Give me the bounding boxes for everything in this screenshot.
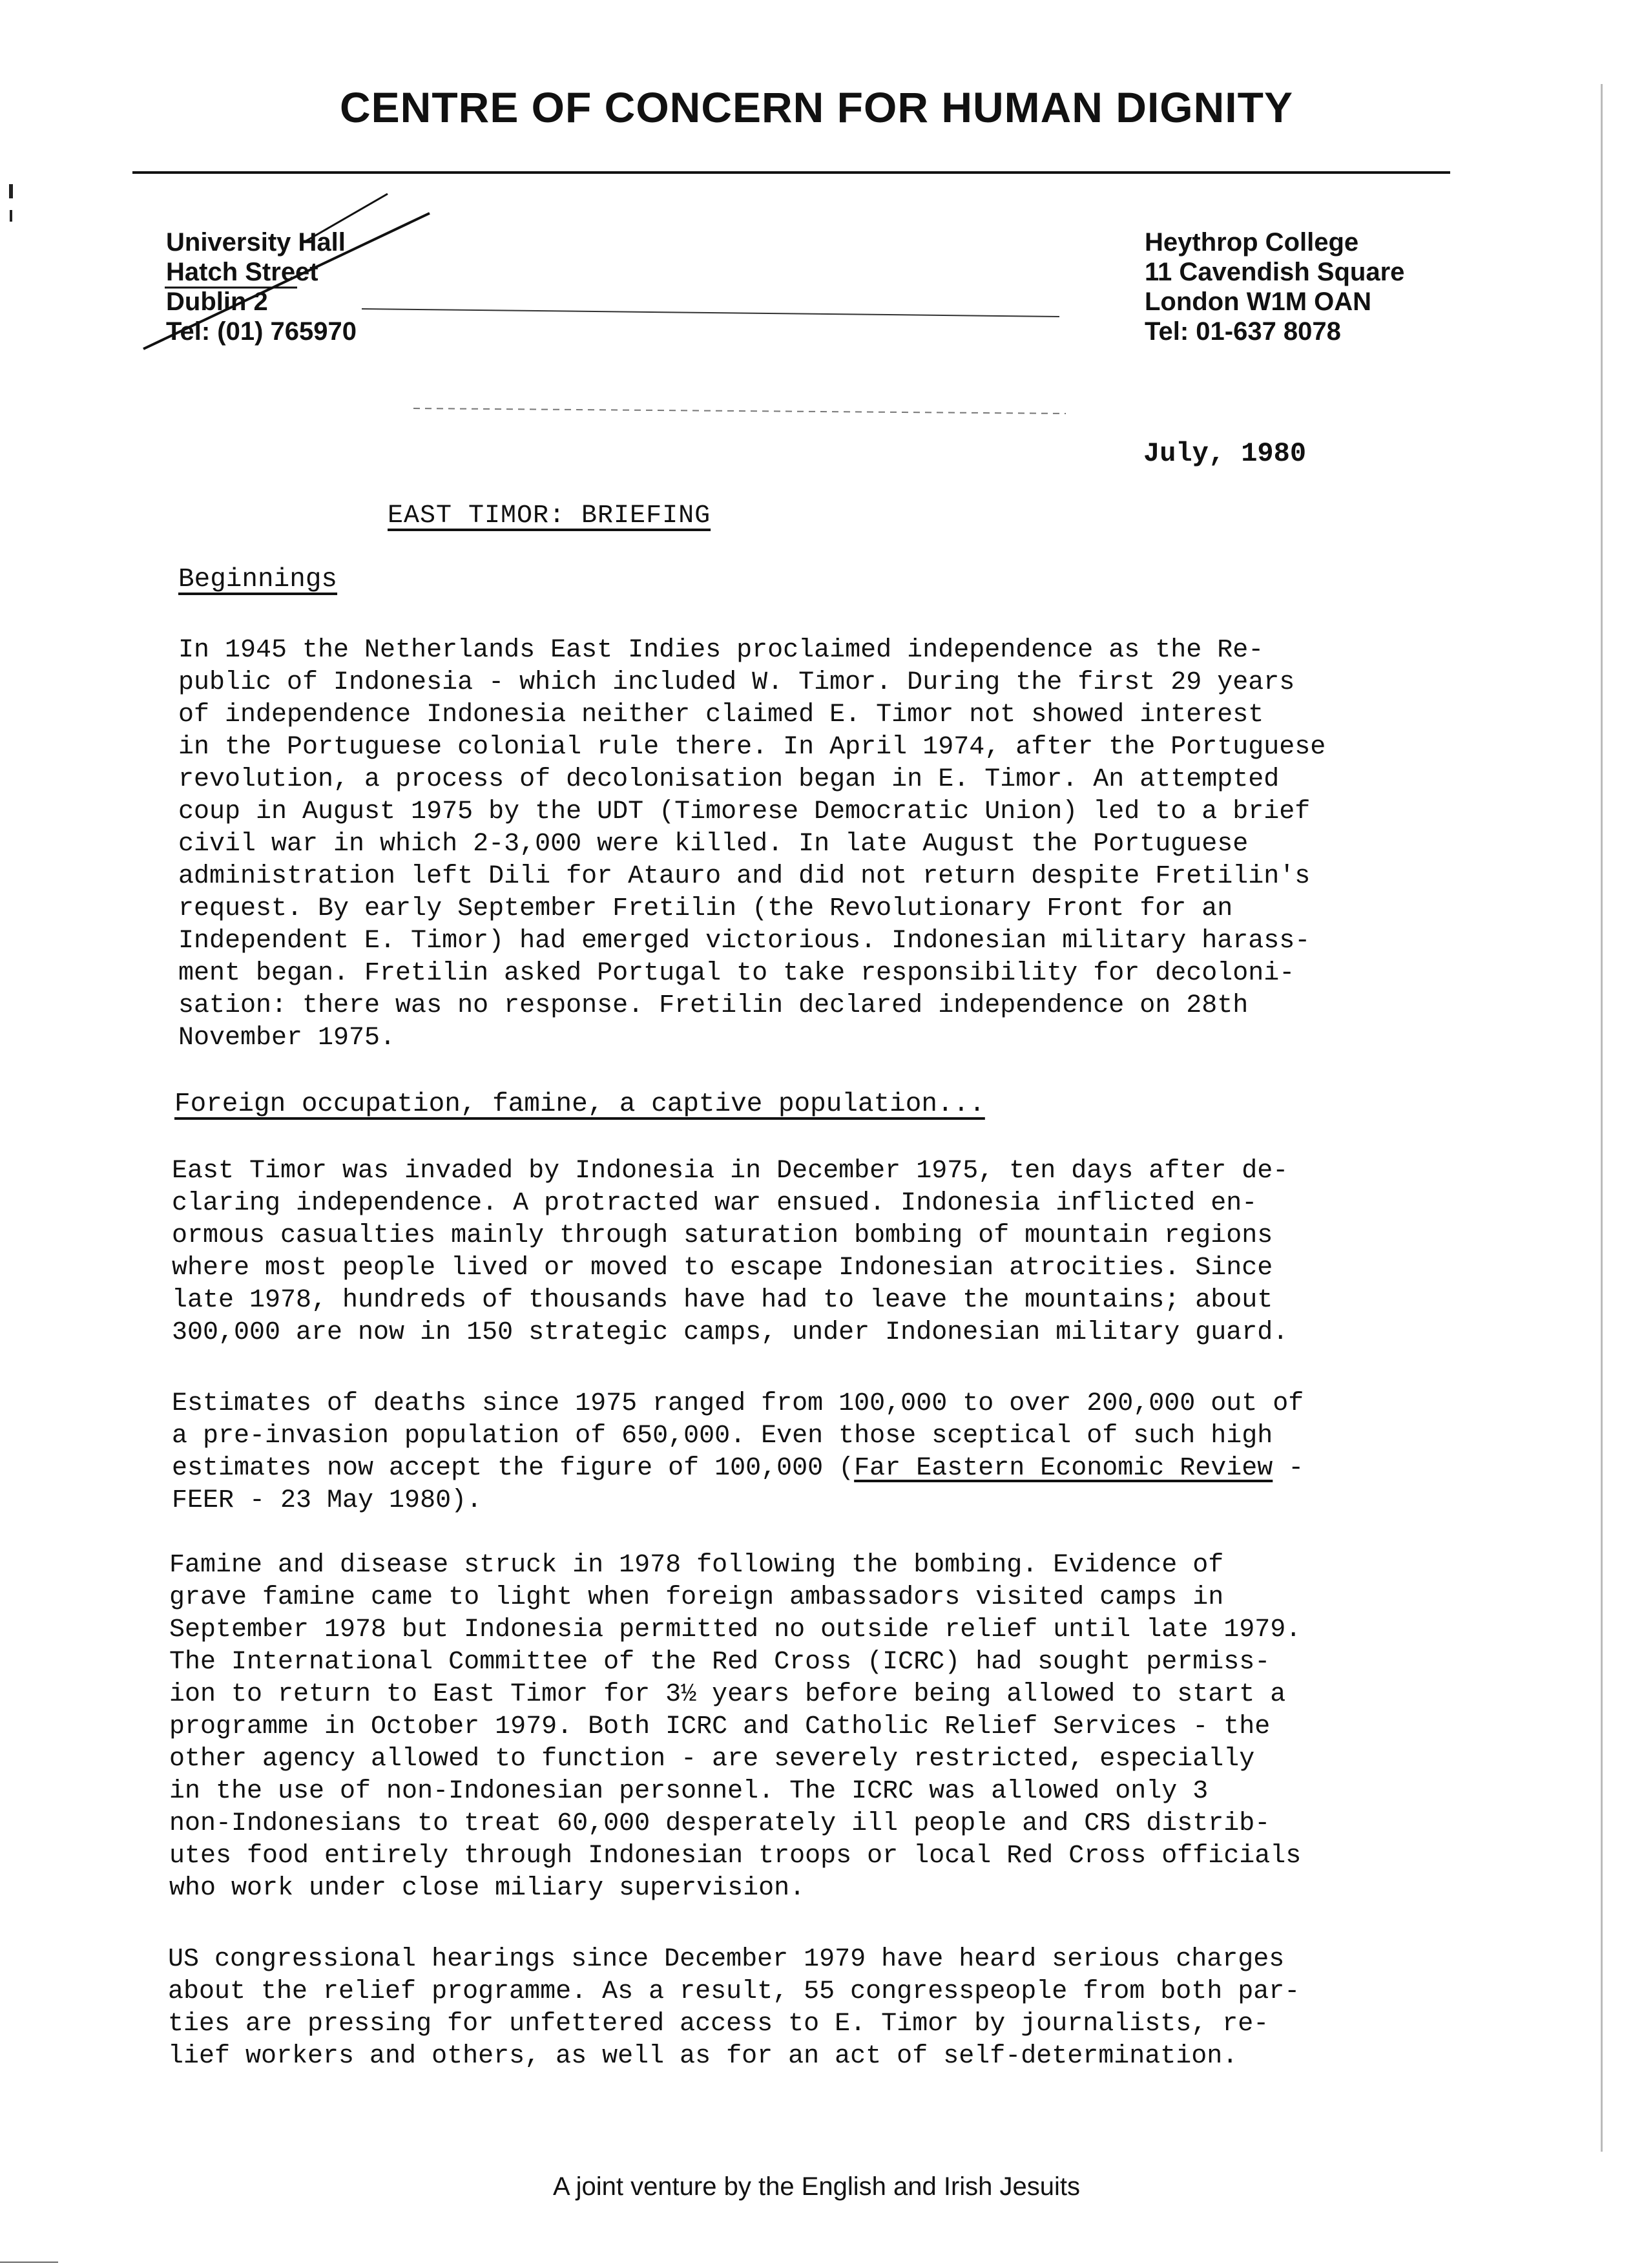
address-london-line-4: Tel: 01-637 8078 xyxy=(1145,317,1341,346)
address-dublin-line-1: University Hall xyxy=(166,228,346,257)
address-strikethrough-marks xyxy=(0,0,1633,452)
address-london-block xyxy=(1145,227,1404,346)
source-citation: Far Eastern Economic Review xyxy=(854,1454,1273,1483)
paragraph-death-estimates xyxy=(172,1388,1304,1517)
address-dublin-line-3: Dublin 2 xyxy=(166,288,268,316)
scan-edge-line xyxy=(0,2262,58,2263)
paragraph-congressional-hearings: US congressional hearings since December 1979 have heard serious charges about the relief programme. As a result, 55 congresspeople from both par- ties are pressing for unfettered access to E. Timor by journalists, re- lief workers and others, as well as for an act of self-determination. xyxy=(168,1945,1300,2071)
address-london-line-1: Heythrop College xyxy=(1145,228,1359,257)
margin-mark xyxy=(9,184,13,198)
margin-mark xyxy=(10,210,12,222)
address-dublin-line-2: Hatch Street xyxy=(166,258,318,286)
organization-title: CENTRE OF CONCERN FOR HUMAN DIGNITY xyxy=(340,83,1293,131)
estimates-tail-text: - FEER - 23 May 1980). xyxy=(172,1454,1304,1515)
document-title: EAST TIMOR: BRIEFING xyxy=(388,501,711,530)
paragraph-invasion: East Timor was invaded by Indonesia in December 1975, ten days after de- claring independence. A protracted war ensued. Indonesia inflicted en- ormous casualties mainly through saturation bombing of mountain regions where most people lived or moved to escape Indonesian atrocities. Since late 1978, hundreds of thousands have had to leave the mountains; about 300,000 are now in 150 strategic camps, under Indonesian military guard. xyxy=(172,1157,1289,1347)
address-dublin-line-4: Tel: (01) 765970 xyxy=(166,317,357,346)
letter-date: July, 1980 xyxy=(1143,438,1307,469)
section-heading-beginnings: Beginnings xyxy=(178,565,338,594)
address-london-line-2: 11 Cavendish Square xyxy=(1145,258,1405,286)
section-heading-occupation: Foreign occupation, famine, a captive population... xyxy=(174,1089,985,1119)
estimates-lead-text: Estimates of deaths since 1975 ranged from 100,000 to over 200,000 out of a pre-invasion population of 650,000. Even those sceptical of such high estimates now accept the figure of 100,000 ( xyxy=(172,1389,1304,1483)
scan-edge-line xyxy=(1601,84,1603,2152)
footer-text: A joint venture by the English and Irish Jesuits xyxy=(552,2172,1080,2201)
paragraph-beginnings: In 1945 the Netherlands East Indies proclaimed independence as the Re- public of Indonesia - which included W. Timor. During the first 29 years of independence Indonesia neither claimed E. Timor not showed interest in the Portuguese colonial rule there. In April 1974, after the Portuguese revolution, a process of decolonisation began in E. Timor. An attempted coup in August 1975 by the UDT (Timorese Democratic Union) led to a brief civil war in which 2-3,000 were killed. In late August the Portuguese administration left Dili for Atauro and did not return despite Fretilin's request. By early September Fretilin (the Revolutionary Front for an Independent E. Timor) had emerged victorious. Indonesian military harass- ment began. Fretilin asked Portugal to take responsibility for decoloni- sation: there was no response. Fretilin declared independence on 28th November 1975. xyxy=(178,636,1326,1053)
address-london-line-3: London W1M OAN xyxy=(1145,288,1372,316)
paragraph-famine: Famine and disease struck in 1978 following the bombing. Evidence of grave famine came to light when foreign ambassadors visited camps in September 1978 but Indonesia permitted no outside relief until late 1979. The International Committee of the Red Cross (ICRC) had sought permiss- ion to return to East Timor for 3½ years before being allowed to start a programme in October 1979. Both ICRC and Catholic Relief Services - the other agency allowed to function - are severely restricted, especially in the use of non-Indonesian personnel. The ICRC was allowed only 3 non-Indonesians to treat 60,000 desperately ill people and CRS distrib- utes food entirely through Indonesian troops or local Red Cross officials who work under close miliary supervision. xyxy=(169,1551,1302,1903)
